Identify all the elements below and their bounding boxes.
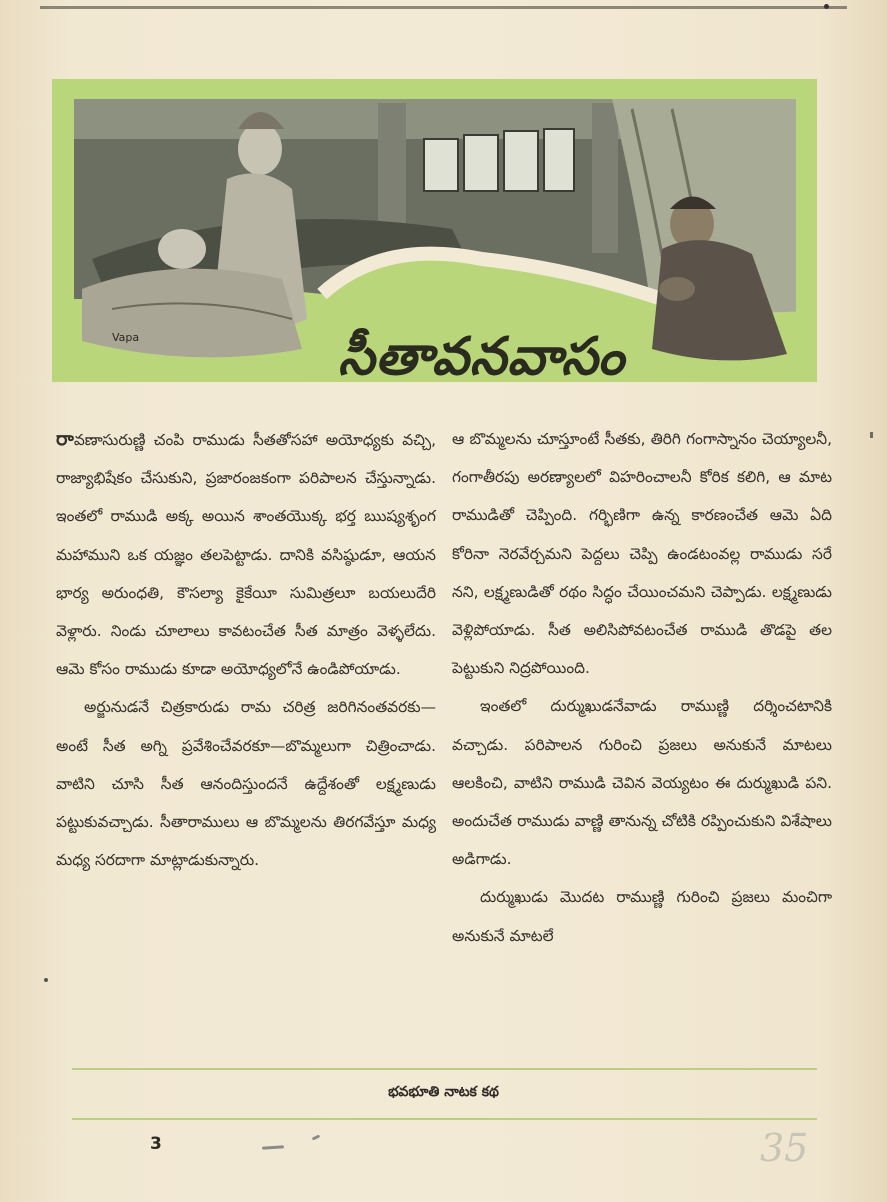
pencil-mark — [312, 1134, 321, 1140]
paragraph-text: వణాసురుణ్ణి చంపి రాముడు సీతతోసహా అయోధ్యకు వచ్చి, రాజ్యాభిషేకం చేసుకుని, ప్రజారంజకంగా పరిపాలన చేస్తున్నాడు. ఇంతలో రాముడి అక్క అయిన శాంతయొక్క భర్త ఋష్యశృంగ మహాముని ఒక యజ్ఞం తలపెట్టాడు. దానికి వసిష్ఠుడూ, ఆయన భార్య అరుంధతి, కౌసల్యా కైకేయీ సుమిత్రలూ బయలుదేరి వెళ్లారు. నిండు చూలాలు కావటంచేత సీత మాత్రం వెళ్ళలేదు. ఆమె కోసం రాముడు కూడా అయోధ్యలోనే ఉండిపోయాడు. — [56, 431, 436, 679]
story-illustration — [52, 79, 817, 382]
paragraph: ఇంతలో దుర్ముఖుడనేవాడు రాముణ్ణి దర్శించటానికి వచ్చాడు. పరిపాలన గురించి ప్రజలు అనుకునే మాటలు ఆలకించి, వాటిని రాముడి చెవిన వెయ్యటం ఈ దుర్ముఖుడి పని. అందుచేత రాముడు వాణ్ణి తానున్న చోటికి రప్పించుకుని విశేషాలు అడిగాడు. — [452, 697, 832, 869]
dropcap: రా — [56, 428, 74, 450]
ink-dot — [824, 4, 829, 9]
paragraph: దుర్ముఖుడు మొదట రాముణ్ణి గురించి ప్రజలు మంచిగా అనుకునే మాటలే — [452, 888, 832, 945]
paragraph — [56, 420, 436, 688]
pencil-mark — [262, 1145, 284, 1150]
artist-signature: Vapa — [112, 331, 140, 344]
story-title: సీతావనవాసం — [338, 326, 625, 382]
footer-rule-top — [72, 1068, 817, 1070]
footer-rule-bottom — [72, 1118, 817, 1120]
paragraph: అర్జునుడనే చిత్రకారుడు రామ చరిత్ర జరిగినంతవరకు—అంటే సీత అగ్ని ప్రవేశించేవరకూ—బొమ్మలుగా చిత్రించాడు. వాటిని చూసి సీత ఆనందిస్తుందనే ఉద్దేశంతో లక్ష్మణుడు పట్టుకువచ్చాడు. సీతారాములు ఆ బొమ్మలను తిరగవేస్తూ మధ్య మధ్య సరదాగా మాట్లాడుకున్నారు. — [56, 698, 436, 870]
footer-note: భవభూతి నాటక కథ — [388, 1084, 499, 1100]
paragraph: ఆ బొమ్మలను చూస్తూంటే సీతకు, తిరిగి గంగాస్నానం చెయ్యాలనీ, గంగాతీరపు అరణ్యాలలో విహరించాలనీ కోరిక కలిగి, ఆ మాట రాముడితో చెప్పింది. గర్భిణిగా ఉన్న కారణంచేత ఆమె ఏది కోరినా నెరవేర్చమని పెద్దలు చెప్పి ఉండటంవల్ల రాముడు సరే నని, లక్ష్మణుడితో రథం సిద్ధం చేయించమని చెప్పాడు. లక్ష్మణుడు వెళ్లిపోయాడు. సీత అలిసిపోవటంచేత రాముడి తొడపై తల పెట్టుకుని నిద్రపోయింది. — [452, 430, 832, 678]
top-edge-line — [40, 6, 847, 9]
handwritten-number: 35 — [760, 1126, 809, 1170]
margin-dot — [44, 978, 48, 982]
page-number: 3 — [150, 1134, 162, 1154]
margin-mark — [870, 432, 873, 438]
left-column — [56, 420, 436, 879]
right-column — [452, 420, 832, 955]
